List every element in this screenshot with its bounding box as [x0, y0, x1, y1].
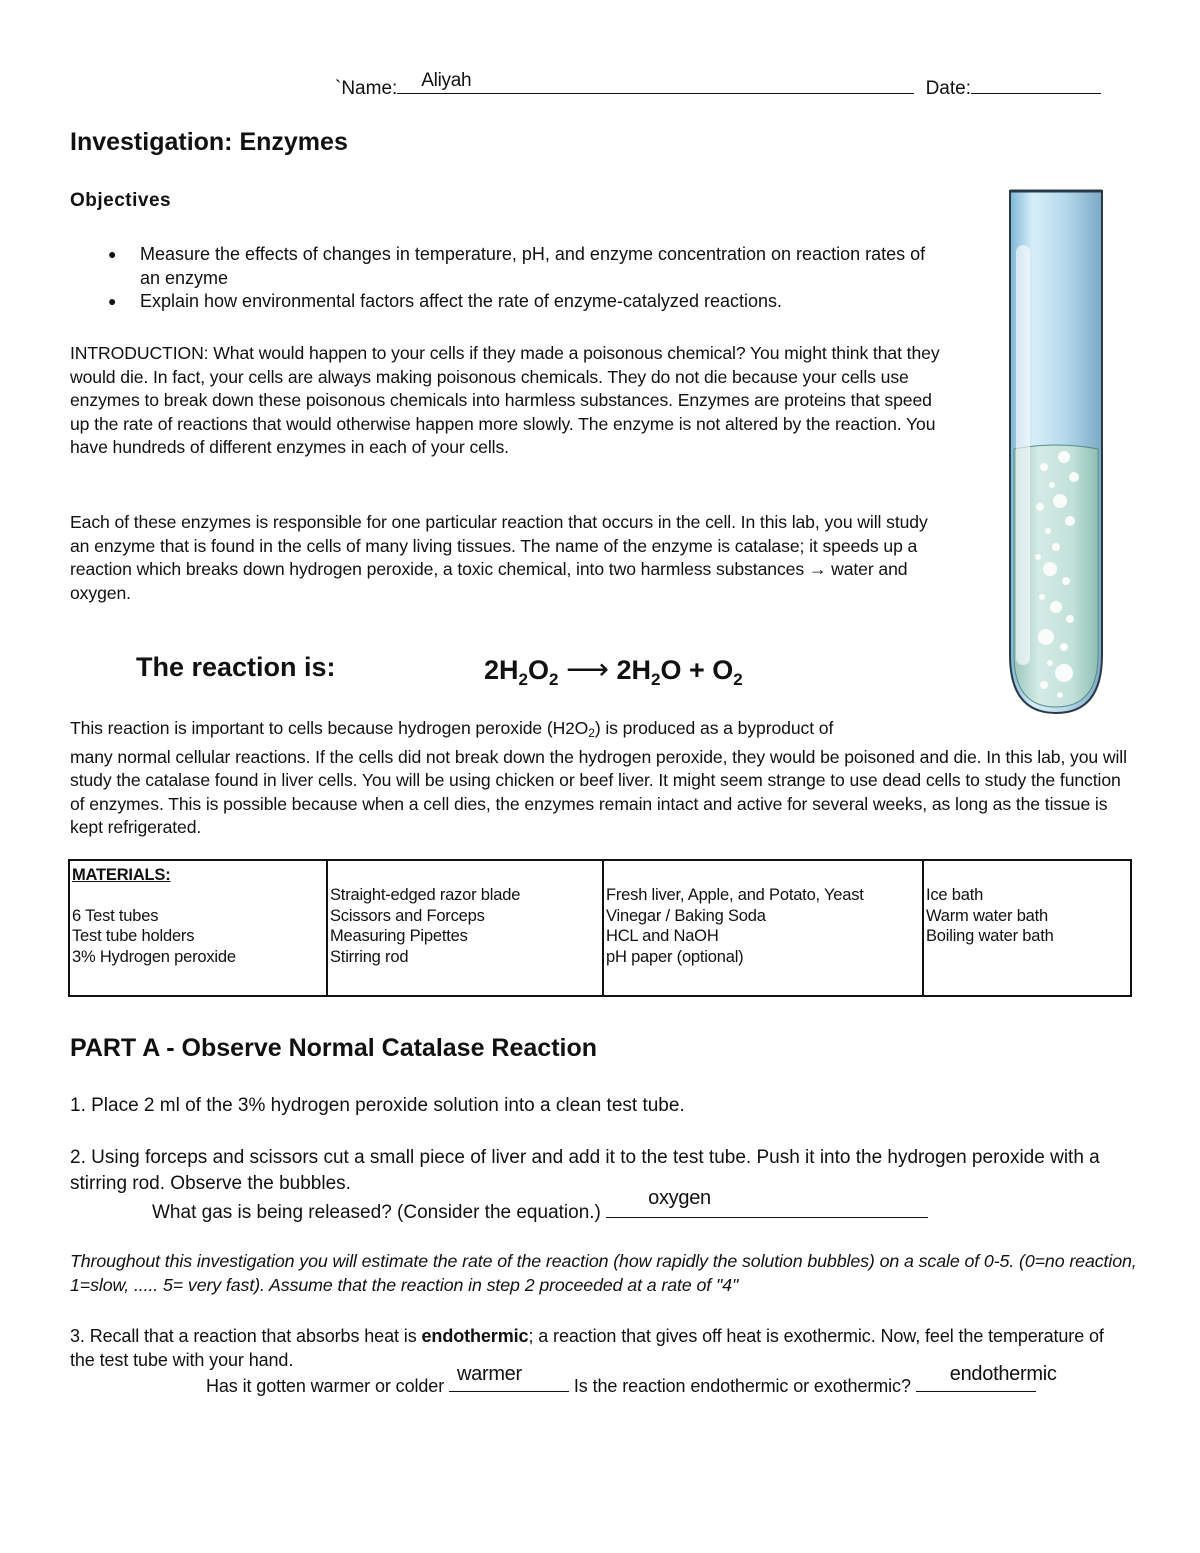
list-item: Ice bath	[926, 886, 984, 904]
header-line	[335, 69, 1135, 101]
list-item: Scissors and Forceps	[330, 906, 485, 925]
step-3-text-2: ; a reaction that gives off heat is exothermic. Now, feel the temperature of the test tube with your hand.	[70, 1326, 1104, 1370]
list-item: Warm water bath	[926, 906, 1049, 925]
objectives-list	[70, 243, 950, 314]
type-answer-field[interactable]	[916, 1363, 1057, 1392]
objectives-heading: Objectives	[70, 190, 172, 211]
list-item: pH paper (optional)	[606, 947, 744, 966]
list-item: Stirring rod	[330, 947, 409, 966]
name-value: Aliyah	[421, 69, 472, 91]
list-item	[70, 243, 950, 290]
materials-col-2	[327, 860, 603, 996]
list-item: 6 Test tubes	[72, 906, 159, 925]
rate-note: Throughout this investigation you will estimate the rate of the reaction (how rapidly the solution bubbles) on a scale of 0-5. (0=no reaction, 1=slow, ..... 5= very fast). Assume that the reaction in step 2 proceeded at a rate of "4"	[70, 1251, 1137, 1295]
list-item: Straight-edged razor blade	[330, 886, 521, 904]
step-1: 1. Place 2 ml of the 3% hydrogen peroxide solution into a clean test tube.	[70, 1095, 685, 1116]
materials-heading: MATERIALS:	[72, 866, 171, 884]
temp-question: Has it gotten warmer or colder	[206, 1376, 445, 1396]
list-item: Test tube holders	[72, 927, 195, 945]
step-3-bold: endothermic	[421, 1326, 529, 1346]
materials-col-3	[603, 860, 923, 996]
gas-question-line	[152, 1187, 928, 1226]
list-item: Measuring Pipettes	[330, 927, 468, 945]
list-item: Boiling water bath	[926, 927, 1054, 945]
temp-question-line	[206, 1363, 1057, 1399]
list-item: 3% Hydrogen peroxide	[72, 947, 236, 966]
step-2: 2. Using forceps and scissors cut a small piece of liver and add it to the test tube. Push it into the hydrogen peroxide with a stirring rod. Observe the bubbles.	[70, 1147, 1100, 1194]
materials-table	[68, 859, 1132, 997]
importance-paragraph: This reaction is important to cells because hydrogen peroxide (H2O2) is produced as a byproduct of many normal cellular reactions. If the cells did not break down the hydrogen peroxide, they would be poisoned and die. In this lab, you will study the catalase found in liver cells. You will be using chicken or beef liver. It might seem strange to use dead cells to study the function of enzymes. This is possible because when a cell dies, the enzymes remain intact and active for several weeks, as long as the tissue is kept refrigerated.	[70, 718, 1127, 838]
objective-text: Explain how environmental factors affect the rate of enzyme-catalyzed reactions.	[140, 291, 782, 311]
materials-col-4	[923, 860, 1131, 996]
importance-text-2: ) is produced as a byproduct of	[594, 718, 834, 738]
arrow-icon: ⟶	[565, 653, 609, 686]
list-item	[70, 290, 950, 314]
importance-text: This reaction is important to cells because hydrogen peroxide (H	[70, 718, 566, 738]
gas-answer-field[interactable]	[606, 1187, 928, 1218]
part-a-title: PART A - Observe Normal Catalase Reaction	[70, 1034, 598, 1062]
type-question: Is the reaction endothermic or exothermic?	[573, 1376, 911, 1396]
step-3-text: 3. Recall that a reaction that absorbs heat is	[70, 1326, 422, 1346]
type-answer: endothermic	[949, 1363, 1057, 1386]
date-label: Date:	[925, 78, 971, 99]
intro-paragraph-2: Each of these enzymes is responsible for one particular reaction that occurs in the cell. In this lab, you will study an enzyme that is found in the cells of many living tissues. The name of the enzyme is catalase; it speeds up a reaction which breaks down hydrogen peroxide, a toxic chemical, into two harmless substances → water and oxygen.	[70, 512, 928, 603]
materials-col-1	[69, 860, 327, 996]
test-tube-illustration	[1000, 185, 1112, 720]
intro-paragraph: INTRODUCTION: What would happen to your cells if they made a poisonous chemical? You might think that they would die. In fact, your cells are always making poisonous chemicals. They do not die because your cells use enzymes to break down these poisonous chemicals into harmless substances. Enzymes are proteins that speed up the rate of reactions that would otherwise happen more slowly. The enzyme is not altered by the reaction. You have hundreds of different enzymes in each of your cells.	[70, 343, 940, 458]
name-label: `Name:	[335, 78, 398, 99]
reaction-equation: $2H_2O_2$ ⟶ $2H_2O + O_2$	[484, 653, 743, 689]
bullet-icon: ●	[108, 246, 117, 262]
page-title: Investigation: Enzymes	[70, 128, 348, 156]
gas-question: What gas is being released? (Consider the equation.)	[152, 1202, 601, 1223]
list-item: Fresh liver, Apple, and Potato, Yeast	[606, 886, 864, 904]
temp-answer: warmer	[457, 1363, 522, 1386]
importance-text-3: many normal cellular reactions. If the cells did not break down the hydrogen peroxide, they would be poisoned and die. In this lab, you will study the catalase found in liver cells. You will be using chicken or beef liver. It might seem strange to use dead cells to study the function of enzymes. This is possible because when a cell dies, the enzymes remain intact and active for several weeks, as long as the tissue is kept refrigerated.	[70, 746, 1127, 838]
objective-text: Measure the effects of changes in temperature, pH, and enzyme concentration on reaction rates of an enzyme	[140, 244, 926, 288]
bullet-icon: ●	[108, 293, 117, 309]
reaction-label: The reaction is:	[136, 652, 336, 682]
list-item: Vinegar / Baking Soda	[606, 906, 766, 925]
gas-answer: oxygen	[648, 1187, 711, 1209]
list-item: HCL and NaOH	[606, 927, 719, 945]
name-field[interactable]	[397, 69, 914, 94]
temp-answer-field[interactable]	[449, 1363, 569, 1392]
date-field[interactable]	[971, 74, 1101, 94]
